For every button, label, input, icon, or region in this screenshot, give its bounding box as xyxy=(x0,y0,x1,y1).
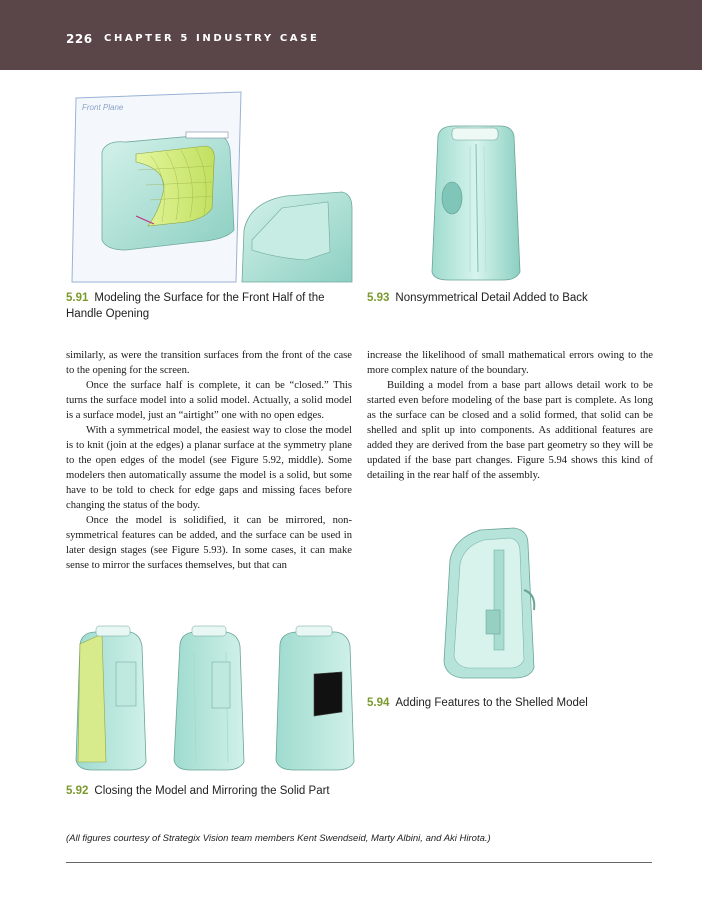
paragraph: similarly, as were the transition surfaces from the front of the case to the opening for the screen. xyxy=(66,350,352,376)
paragraph: Once the surface half is complete, it can be “closed.” This turns the surface model into a solid model. Actually, a solid model is a surface model, just an “airtight” one with no open edges. xyxy=(66,380,352,421)
chapter-title: CHAPTER 5 INDUSTRY CASE xyxy=(104,33,320,44)
figure-title: Nonsymmetrical Detail Added to Back xyxy=(395,292,588,304)
paragraph: Once the model is solidified, it can be mirrored, non-symmetrical features can be added, and the surface can be used in later design stages (see Figure 5.93). In some cases, it can make sense to mirror the surfaces themselves, but that can xyxy=(66,515,352,571)
figure-title: Adding Features to the Shelled Model xyxy=(395,697,588,709)
figure-5-92-image xyxy=(66,622,366,772)
running-header xyxy=(0,0,702,70)
figure-title: Closing the Model and Mirroring the Solid Part xyxy=(94,785,330,797)
page-number: 226 xyxy=(66,32,93,46)
paragraph: With a symmetrical model, the easiest way to close the model is to knit (join at the edges) a planar surface at the symmetry plane to the open edges of the model (see Figure 5.92, middle). Some modelers then automatically assume the model is a solid, but some have to be told to check for edge gaps and missing faces before changing the status of the body. xyxy=(66,425,352,511)
figure-number: 5.93 xyxy=(367,292,390,304)
footer-rule xyxy=(66,862,652,863)
figure-5-93-caption xyxy=(367,290,657,306)
paragraph: Building a model from a base part allows detail work to be started even before modeling of the base part is complete. As long as the surface can be closed and a solid formed, that solid can be shelled and split up into components. As additional features are added they are derived from the base part geometry so they will be updated if the base part changes. Figure 5.94 shows this kind of detailing in the rear half of the assembly. xyxy=(367,380,653,481)
figure-number: 5.92 xyxy=(66,785,89,797)
front-plane-label: Front Plane xyxy=(82,103,124,112)
figure-5-91-caption xyxy=(66,290,356,322)
figure-5-94-caption xyxy=(367,695,657,711)
figure-title: Modeling the Surface for the Front Half of the Handle Opening xyxy=(66,292,325,320)
body-left-column xyxy=(66,348,352,573)
figure-number: 5.91 xyxy=(66,292,89,304)
figure-credit: (All figures courtesy of Strategix Vision team members Kent Swendseid, Marty Albini, and Aki Hirota.) xyxy=(66,833,491,844)
figure-5-93-image xyxy=(420,122,530,282)
figure-5-94-image xyxy=(440,520,540,680)
figure-5-91-image xyxy=(66,90,356,285)
figure-5-92-caption xyxy=(66,783,376,799)
body-right-column xyxy=(367,348,653,483)
paragraph: increase the likelihood of small mathematical errors owing to the more complex nature of the boundary. xyxy=(367,350,653,376)
figure-number: 5.94 xyxy=(367,697,390,709)
